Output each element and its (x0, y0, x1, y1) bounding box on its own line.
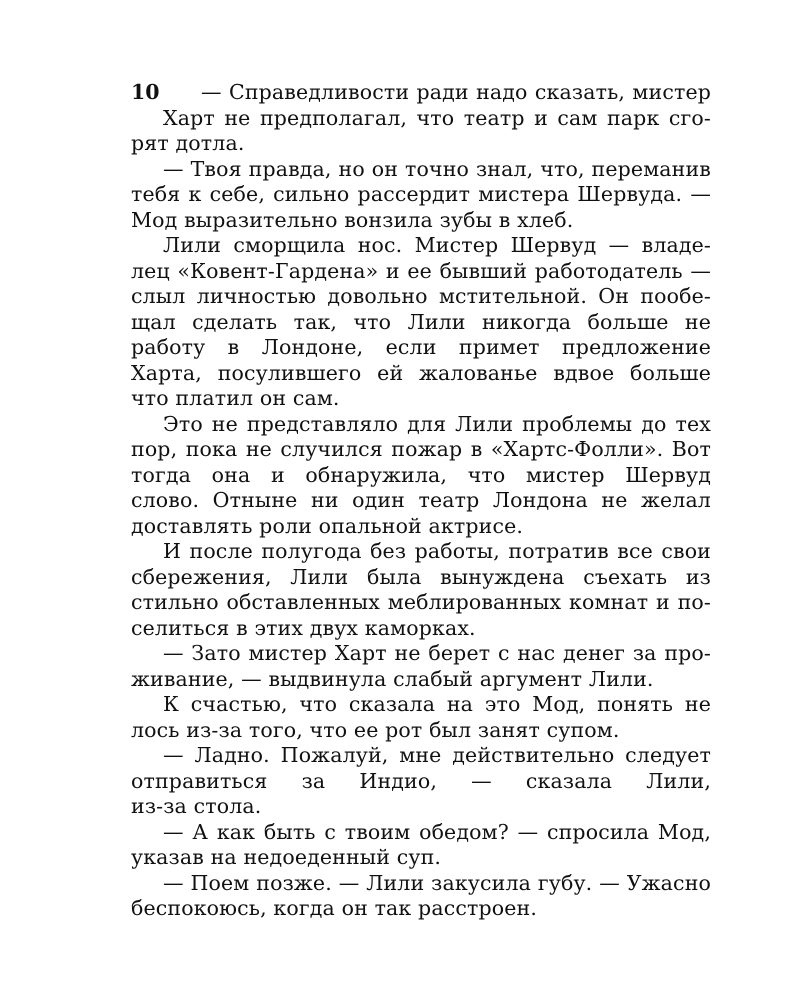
text-line: Это не представляло для Лили проблемы до тех (163, 411, 711, 436)
text-line: сбережения, Лили была вынуждена съехать из (131, 564, 711, 589)
text-line: Харт не предполагал, что театр и сам парк сго- (163, 105, 711, 130)
text-line: лось из-за того, что ее рот был занят супом. (131, 717, 620, 742)
text-line: — Поем позже. — Лили закусила губу. — Ужасно (163, 870, 711, 895)
text-line: — А как быть с твоим обедом? — спросила Мод, (163, 819, 711, 844)
text-line: доставлять роли опальной актрисе. (131, 513, 524, 538)
text-line: беспокоюсь, когда он так расстроен. (131, 896, 537, 920)
text-line: работу в Лондоне, если примет предложение (131, 335, 711, 359)
text-line: что платил он сам. (131, 386, 340, 410)
text-line: Лили сморщила нос. Мистер Шервуд — владе- (163, 233, 711, 257)
text-line: Харта, посулившего ей жалованье вдвое больше (131, 360, 711, 385)
text-line: щал сделать так, что Лили никогда больше не (131, 309, 711, 334)
text-line: И после полугода без работы, потратив все свои (163, 539, 711, 563)
text-line: — Ладно. Пожалуй, мне действительно следует (163, 743, 711, 767)
text-line: лец «Ковент-Гардена» и ее бывший работодатель — (131, 258, 711, 283)
text-line: пор, пока не случился пожар в «Хартс-Фолли». Вот (131, 437, 711, 461)
body-text (131, 80, 711, 922)
text-line: — Справедливости ради надо сказать, мистер (201, 80, 711, 104)
text-line: из-за стола. (131, 794, 262, 818)
text-line: живание, — выдвинула слабый аргумент Лили. (131, 666, 654, 691)
text-line: К счастью, что сказала на это Мод, понять не (163, 692, 711, 716)
text-line: стильно обставленных меблированных комнат и по- (131, 590, 711, 614)
text-line: слыл личностью довольно мстительной. Он пообе- (131, 284, 711, 308)
text-line: тебя к себе, сильно рассердит мистера Шервуда. — (131, 182, 711, 206)
page-number: 10 (131, 80, 160, 104)
text-line: указав на недоеденный суп. (131, 845, 442, 869)
text-line: рят дотла. (131, 131, 245, 155)
text-line: — Зато мистер Харт не берет с нас денег за про- (163, 641, 711, 665)
text-line: отправиться за Индио, — сказала Лили, (131, 768, 711, 793)
text-line: селиться в этих двух каморках. (131, 615, 476, 640)
text-line: Мод выразительно вонзила зубы в хлеб. (131, 207, 574, 232)
text-line: тогда она и обнаружила, что мистер Шервуд (131, 462, 711, 487)
text-line: слово. Отныне ни один театр Лондона не желал (131, 488, 711, 512)
text-line: — Твоя правда, но он точно знал, что, переманив (163, 156, 711, 181)
